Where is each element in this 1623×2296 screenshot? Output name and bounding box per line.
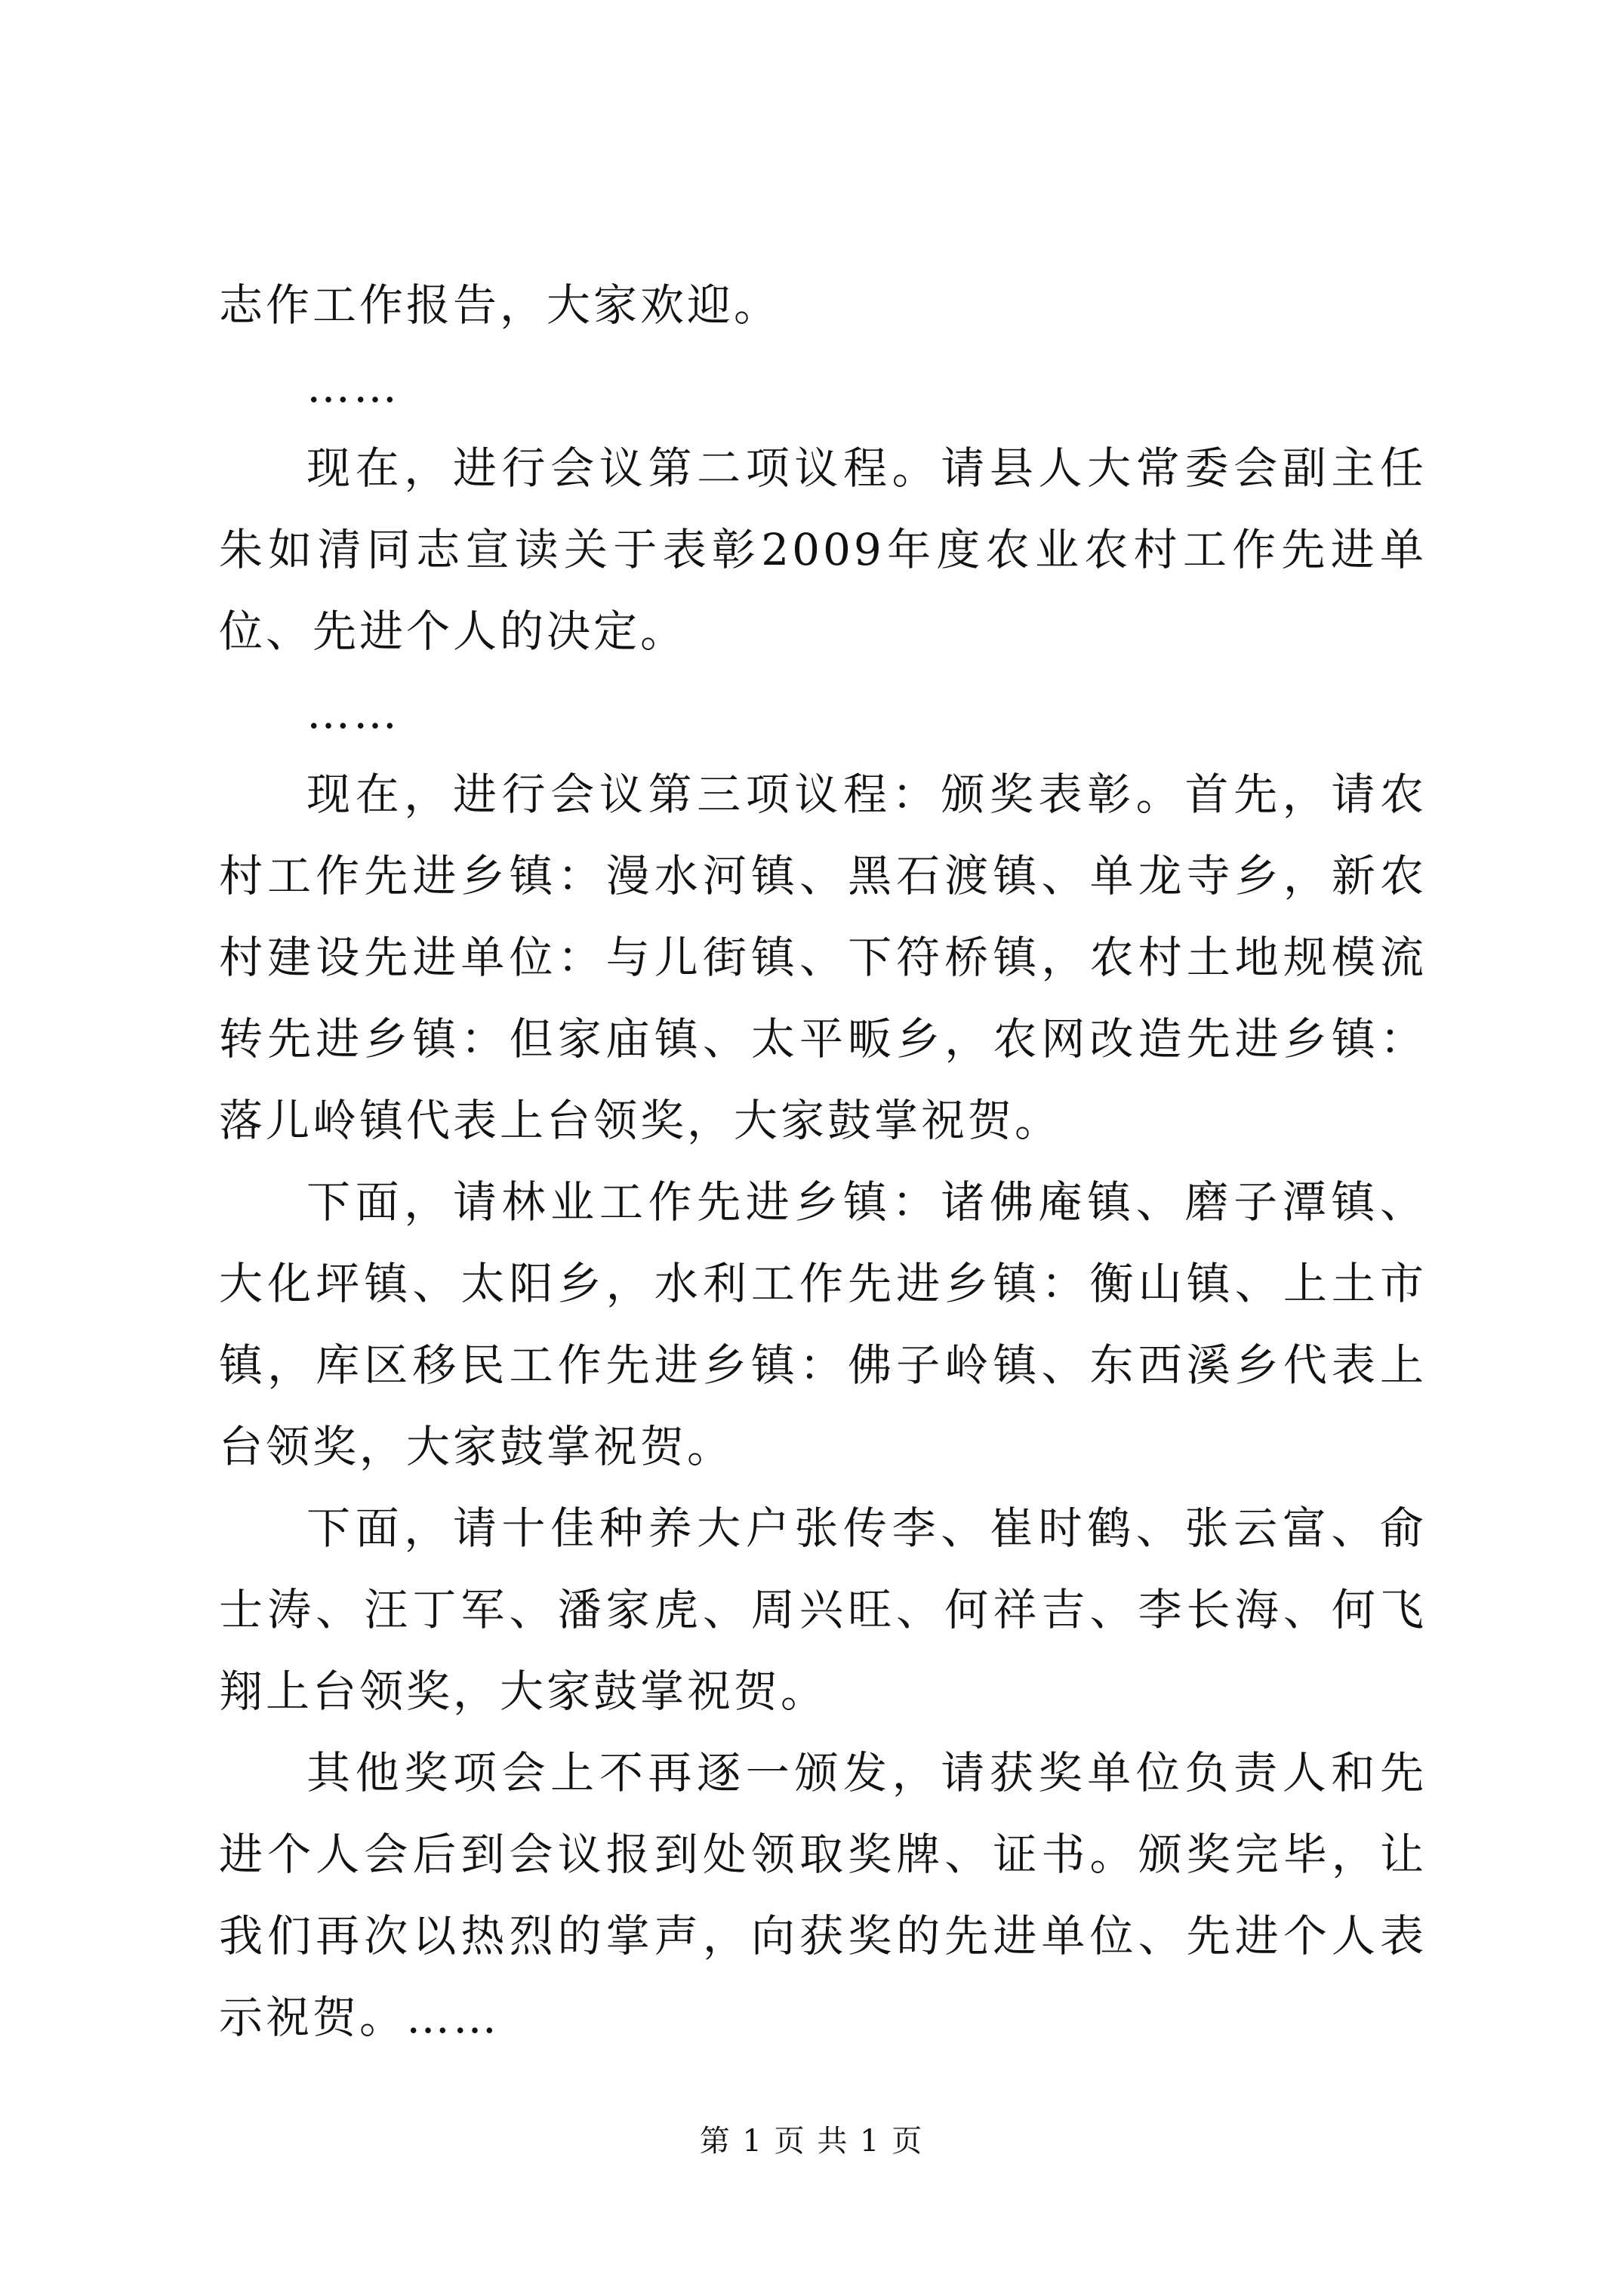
paragraph-1: 志作工作报告，大家欢迎。 <box>219 279 781 331</box>
paragraph-8: 其他奖项会上不再逐一颁发，请获奖单位负责人和先进个人会后到会议报到处领取奖牌、证书。颁奖完毕，让我们再次以热烈的掌声，向获奖的先进单位、先进个人表示祝贺。…… <box>219 1747 1427 2043</box>
paragraph-6: 下面，请林业工作先进乡镇：诸佛庵镇、磨子潭镇、大化坪镇、太阳乡，水利工作先进乡镇：衡山镇、上土市镇，库区移民工作先进乡镇：佛子岭镇、东西溪乡代表上台领奖，大家鼓掌祝贺。 <box>219 1176 1427 1472</box>
paragraph-5: 现在，进行会议第三项议程：颁奖表彰。首先，请农村工作先进乡镇：漫水河镇、黑石渡镇、单龙寺乡，新农村建设先进单位：与儿街镇、下符桥镇，农村土地规模流转先进乡镇：但家庙镇、太平畈乡，农网改造先进乡镇：落儿岭镇代表上台领奖，大家鼓掌祝贺。 <box>219 769 1427 1146</box>
document-body <box>219 264 1427 2058</box>
paragraph-2-ellipsis: …… <box>306 361 400 412</box>
paragraph-7: 下面，请十佳种养大户张传李、崔时鹤、张云富、俞士涛、汪丁军、潘家虎、周兴旺、何祥吉、李长海、何飞翔上台领奖，大家鼓掌祝贺。 <box>219 1502 1427 1717</box>
page-number-footer: 第 1 页 共 1 页 <box>699 2124 924 2159</box>
paragraph-3: 现在，进行会议第二项议程。请县人大常委会副主任朱如清同志宣读关于表彰2009年度农业农村工作先进单位、先进个人的决定。 <box>219 442 1427 657</box>
paragraph-4-ellipsis: …… <box>306 687 400 738</box>
